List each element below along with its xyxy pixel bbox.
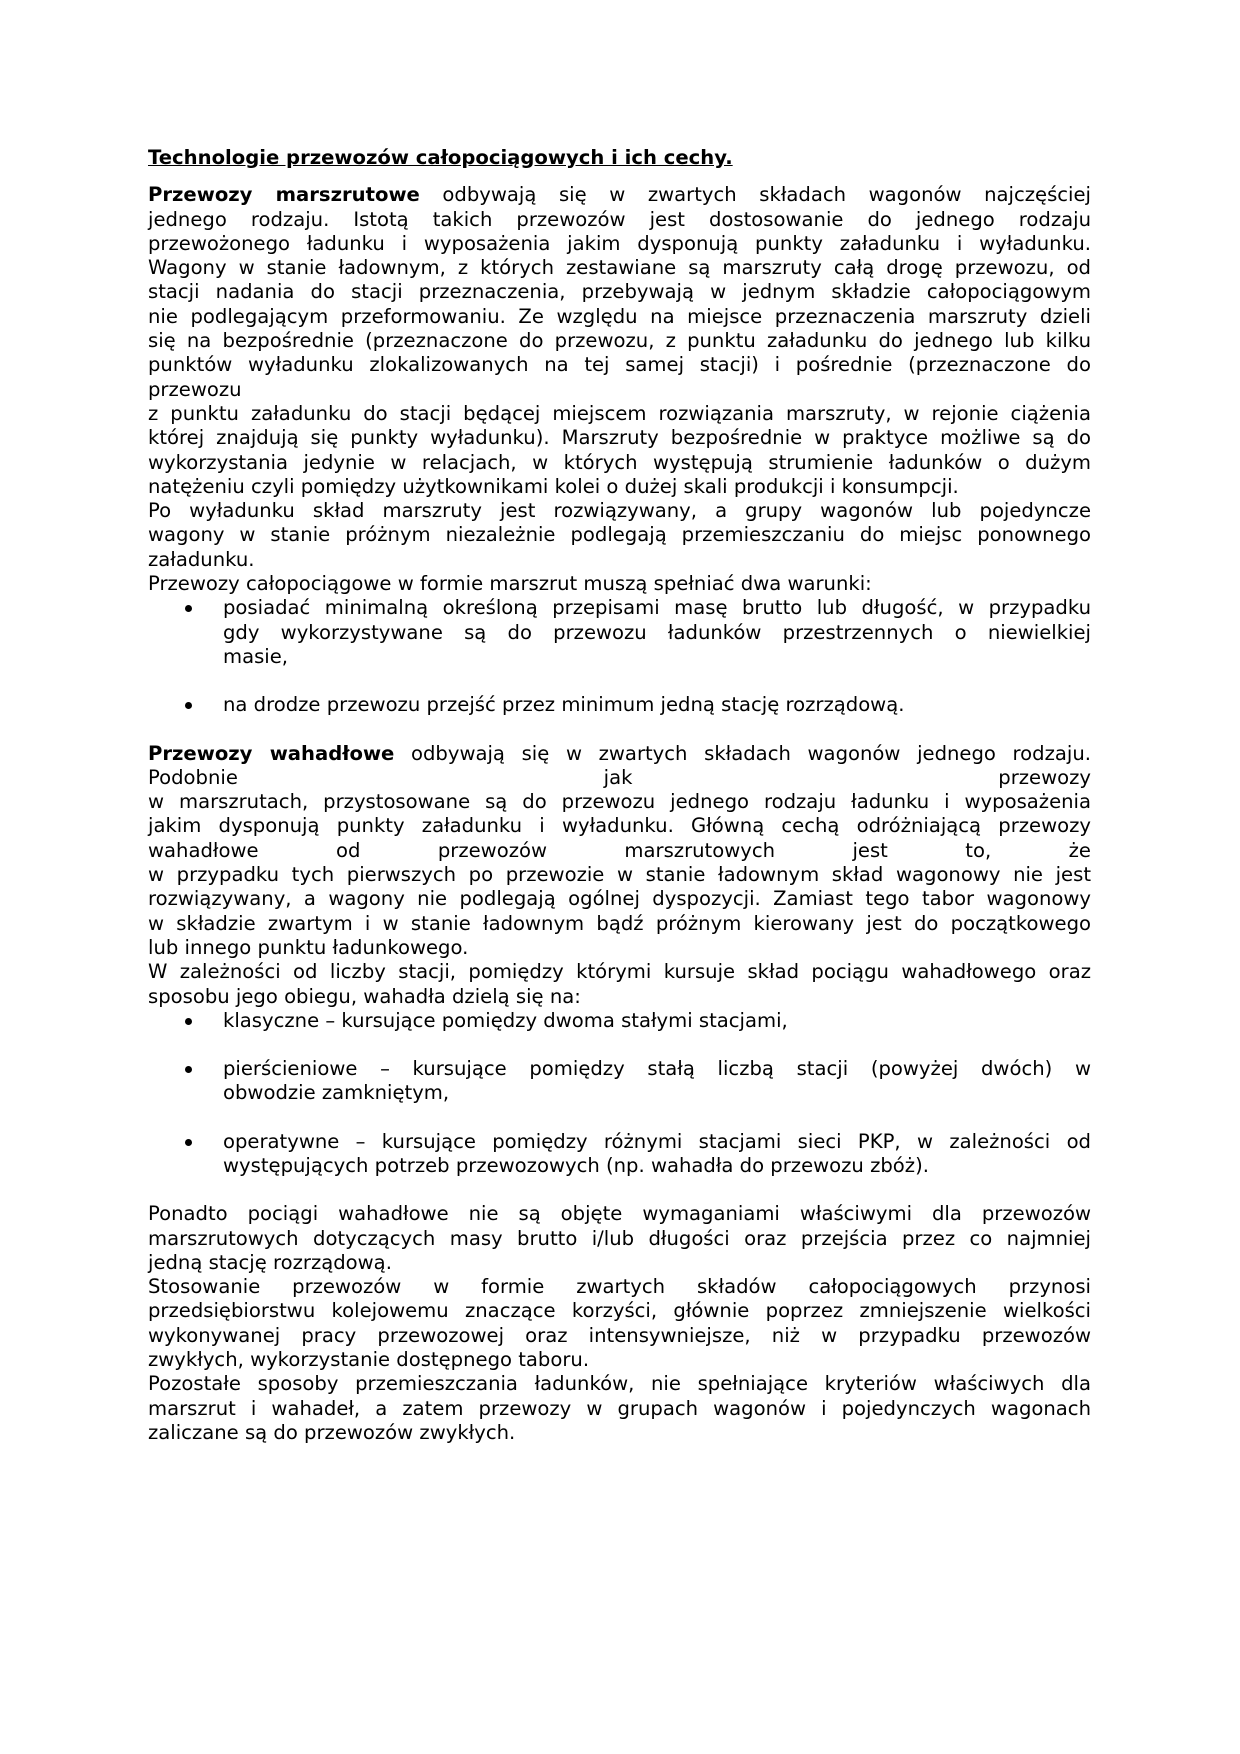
paragraph-line: nie podlegającym przeformowaniu. Ze względu na miejsce przeznaczenia marszruty dzieli [148, 304, 1091, 328]
paragraph-line: rozwiązywany, a wagony nie podlegają ogólnej dyspozycji. Zamiast tego tabor wagonowy [148, 887, 1091, 911]
section-marszrutowe [148, 183, 1091, 717]
list-item: klasyczne – kursujące pomiędzy dwoma stałymi stacjami, [223, 1008, 788, 1032]
paragraph-line: jednego rodzaju. Istotą takich przewozów jest dostosowanie do jednego rodzaju [148, 207, 1091, 231]
paragraph-line: Przewozy wahadłowe odbywają się w zwartych składach wagonów jednego rodzaju. [148, 741, 1091, 765]
paragraph-spacer [148, 1178, 1091, 1202]
list-spacer [148, 669, 1091, 693]
paragraph-line: przedsiębiorstwu kolejowemu znaczące korzyści, głównie poprzez zmniejszenie wielkości [148, 1299, 1091, 1323]
paragraph-line: punktów wyładunku zlokalizowanych na tej samej stacji) i pośrednie (przeznaczone do [148, 353, 1091, 377]
paragraph-line: Wagony w stanie ładownym, z których zestawiane są marszruty całą drogę przewozu, od [148, 256, 1091, 280]
list-item: operatywne – kursujące pomiędzy różnymi stacjami sieci PKP, w zależności od występujących potrzeb przewozowych (np. wahadła do przewozu zbóż). [223, 1129, 1091, 1177]
paragraph-line: w składzie zwartym i w stanie ładownym bądź próżnym kierowany jest do początkowego [148, 911, 1091, 935]
pendulum-types-list [148, 1009, 1091, 1178]
paragraph-line: Po wyładunku skład marszruty jest rozwiązywany, a grupy wagonów lub pojedyncze [148, 499, 1091, 523]
paragraph-line: Ponadto pociągi wahadłowe nie są objęte wymaganiami właściwymi dla przewozów [148, 1202, 1091, 1226]
list-spacer [148, 1106, 1091, 1130]
term-wahadlowe: Przewozy wahadłowe [148, 741, 395, 765]
paragraph-line: marszrut i wahadeł, a zatem przewozy w grupach wagonów i pojedynczych wagonach [148, 1396, 1091, 1420]
paragraph-line: marszrutowych dotyczących masy brutto i/lub długości oraz przejścia przez co najmniej [148, 1226, 1091, 1250]
paragraph-line: W zależności od liczby stacji, pomiędzy którymi kursuje skład pociągu wahadłowego oraz [148, 960, 1091, 984]
list-item: posiadać minimalną określoną przepisami masę brutto lub długość, w przypadku gdy wykorzystywane są do przewozu ładunków przestrzennych o niewielkiej masie, [223, 596, 1091, 668]
paragraph-line: zwykłych, wykorzystanie dostępnego taboru. [148, 1348, 590, 1372]
paragraph-line: Przewozy całopociągowe w formie marszrut muszą spełniać dwa warunki: [148, 572, 872, 596]
paragraph-line: załadunku. [148, 547, 255, 571]
paragraph-line: z punktu załadunku do stacji będącej miejscem rozwiązania marszruty, w rejonie ciążenia [148, 401, 1091, 425]
paragraph-line: Stosowanie przewozów w formie zwartych składów całopociągowych przynosi [148, 1275, 1091, 1299]
paragraph-line: przewożonego ładunku i wyposażenia jakim dysponują punkty załadunku i wyładunku. [148, 231, 1091, 255]
paragraph-line: w przypadku tych pierwszych po przewozie w stanie ładownym skład wagonowy nie jest [148, 863, 1091, 887]
paragraph-line: Pozostałe sposoby przemieszczania ładunków, nie spełniające kryteriów właściwych dla [148, 1372, 1091, 1396]
list-spacer [148, 1033, 1091, 1057]
paragraph-line: wagony w stanie próżnym niezależnie podlegają przemieszczaniu do miejsc ponownego [148, 523, 1091, 547]
document-title: Technologie przewozów całopociągowych i ich cechy. [148, 146, 733, 169]
paragraph-line: stacji nadania do stacji przeznaczenia, przebywają w jednym składzie całopociągowym [148, 280, 1091, 304]
paragraph-line: Przewozy marszrutowe odbywają się w zwartych składach wagonów najczęściej [148, 183, 1092, 207]
document-page [148, 146, 1091, 1445]
paragraph-line: jakim dysponują punkty załadunku i wyładunku. Główną cechą odróżniającą przewozy [148, 814, 1091, 838]
paragraph-line: się na bezpośrednie (przeznaczone do przewozu, z punktu załadunku do jednego lub kilku [148, 329, 1091, 353]
paragraph-line: przewozu [148, 377, 242, 401]
paragraph-line: lub innego punktu ładunkowego. [148, 935, 469, 959]
paragraph-line: w marszrutach, przystosowane są do przewozu jednego rodzaju ładunku i wyposażenia [148, 790, 1091, 814]
paragraph-line: zaliczane są do przewozów zwykłych. [148, 1420, 516, 1444]
list-item: na drodze przewozu przejść przez minimum jedną stację rozrządową. [223, 693, 905, 717]
paragraph-line: natężeniu czyli pomiędzy użytkownikami kolei o dużej skali produkcji i konsumpcji. [148, 474, 959, 498]
paragraph-line: wykonywanej pracy przewozowej oraz intensywniejsze, niż w przypadku przewozów [148, 1323, 1091, 1347]
section-summary [148, 1202, 1091, 1445]
paragraph-line: wykorzystania jedynie w relacjach, w których występują strumienie ładunków o dużym [148, 450, 1091, 474]
paragraph-line: wahadłowe od przewozów marszrutowych jest to, że [148, 838, 1091, 862]
section-wahadlowe [148, 742, 1091, 1179]
paragraph-line: Podobnie jak przewozy [148, 765, 1091, 789]
conditions-list [148, 596, 1091, 717]
paragraph-line: jedną stację rozrządową. [148, 1250, 392, 1274]
list-item: pierścieniowe – kursujące pomiędzy stałą liczbą stacji (powyżej dwóch) w obwodzie zamkniętym, [223, 1057, 1091, 1105]
paragraph-spacer [148, 718, 1091, 742]
paragraph-line: której znajdują się punkty wyładunku). Marszruty bezpośrednie w praktyce możliwe są do [148, 426, 1091, 450]
term-marszrutowe: Przewozy marszrutowe [148, 183, 420, 207]
paragraph-line: sposobu jego obiegu, wahadła dzielą się na: [148, 984, 581, 1008]
